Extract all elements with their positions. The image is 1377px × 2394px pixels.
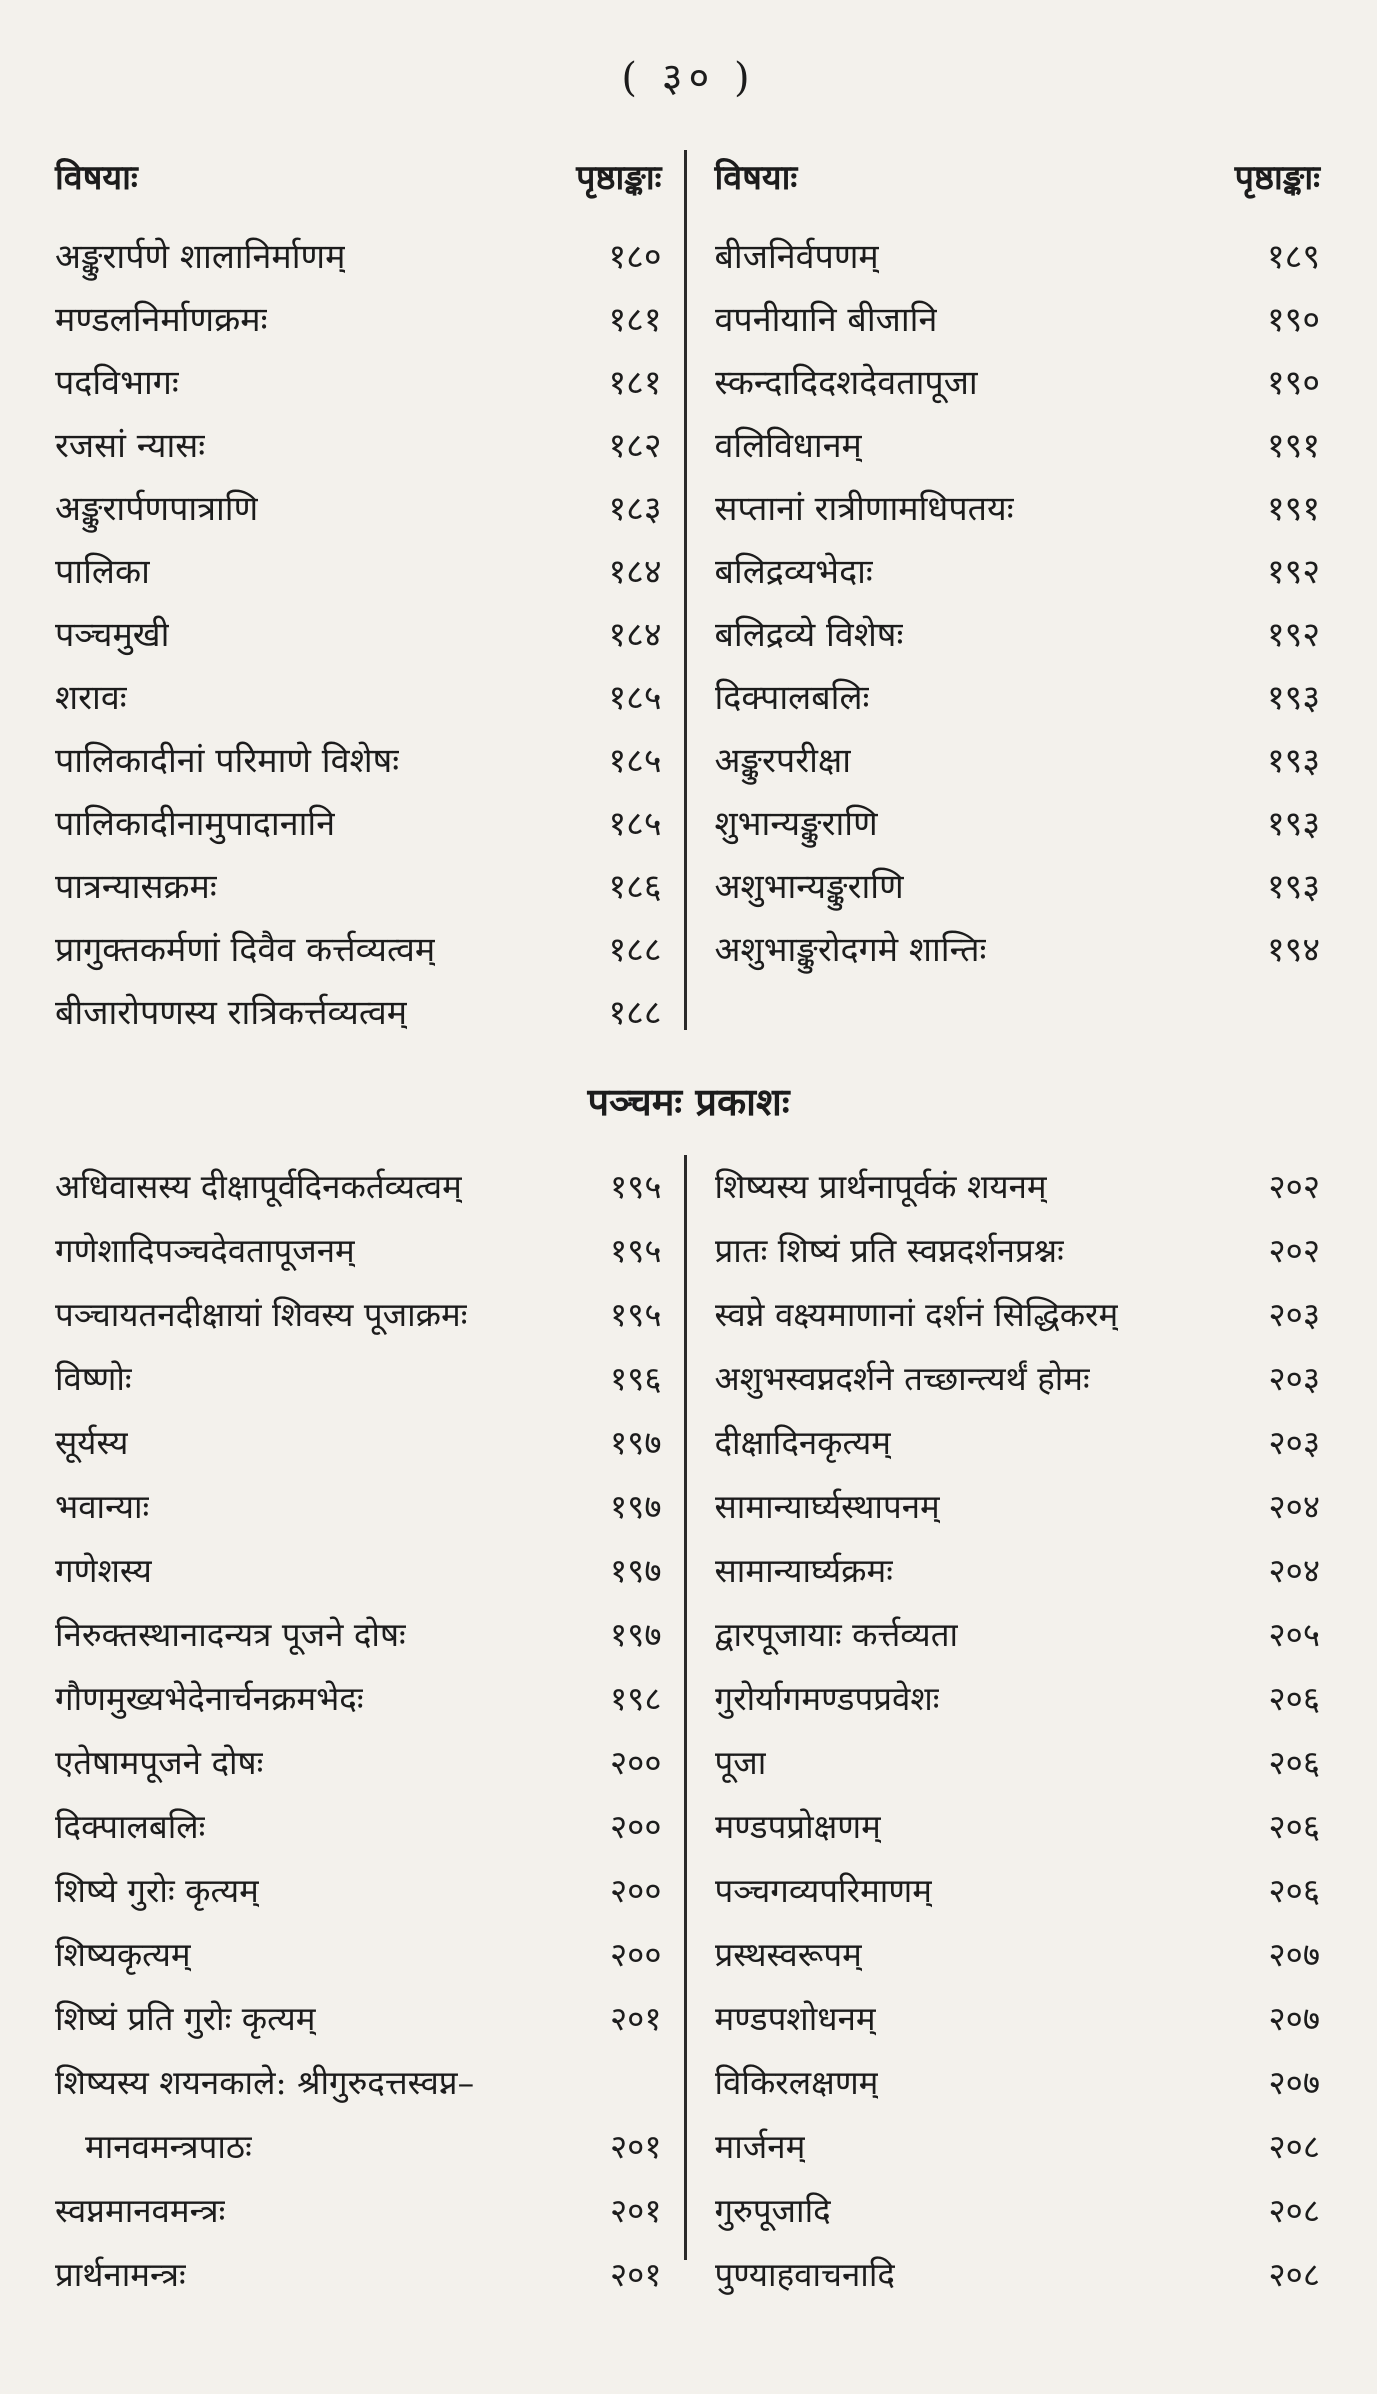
contents-entry	[715, 1155, 1321, 1219]
entry-topic: दिक्पालबलिः	[714, 678, 870, 718]
contents-entry	[715, 919, 1321, 982]
contents-left-column	[55, 1155, 684, 2307]
column-header	[55, 150, 662, 206]
entry-page-number: १९०	[1266, 363, 1320, 403]
entry-page-number: २०२	[1268, 1231, 1320, 1270]
entry-topic: निरुक्तस्थानादन्यत्र पूजने दोषः	[55, 1615, 406, 1654]
contents-entry	[55, 1539, 662, 1603]
entry-page-number: १८३	[608, 489, 662, 529]
entry-topic: पञ्चायतनदीक्षायां शिवस्य पूजाक्रमः	[55, 1295, 468, 1334]
entry-page-number: २०३	[1268, 1295, 1320, 1334]
entry-page-number: २०४	[1268, 1551, 1320, 1590]
entry-topic: स्कन्दादिदशदेवतापूजा	[714, 363, 978, 403]
entry-topic: गुरुपूजादि	[714, 2191, 831, 2230]
entry-page-number: १९७	[610, 1487, 662, 1526]
entry-page-number: २००	[610, 1807, 662, 1846]
entry-topic: रजसां न्यासः	[55, 426, 206, 466]
entry-topic: शुभान्यङ्कुराणि	[714, 804, 878, 844]
contents-entry	[715, 793, 1321, 856]
entry-page-number: १८०	[608, 237, 662, 277]
entry-topic: अङ्कुरपरीक्षा	[714, 741, 852, 781]
entry-topic: अधिवासस्य दीक्षापूर्वदिनकर्तव्यत्वम्	[55, 1167, 462, 1206]
entry-page-number: २०१	[610, 2255, 662, 2294]
entry-page-number: २०५	[1268, 1615, 1320, 1654]
entry-topic: वलिविधानम्	[714, 426, 862, 466]
contents-entry	[715, 289, 1321, 352]
entry-topic: गणेशस्य	[55, 1551, 152, 1590]
entry-page-number: १८४	[608, 552, 662, 592]
contents-entry	[55, 478, 662, 541]
contents-entry	[55, 604, 662, 667]
entry-page-number: १९२	[1266, 615, 1320, 655]
entry-page-number: २०६	[1268, 1743, 1320, 1782]
entry-topic: मण्डपशोधनम्	[714, 1999, 876, 2038]
contents-entry	[715, 1731, 1321, 1795]
contents-right-column	[687, 150, 1321, 1045]
entry-page-number: २०८	[1268, 2127, 1320, 2166]
entry-page-number: १९३	[1266, 741, 1320, 781]
entry-topic: प्रातः शिष्यं प्रति स्वप्नदर्शनप्रश्नः	[714, 1231, 1064, 1270]
entry-page-number: १८१	[608, 363, 662, 403]
contents-entry	[715, 856, 1321, 919]
entry-topic: पूजा	[714, 1743, 767, 1782]
entry-topic: अशुभस्वप्नदर्शने तच्छान्त्यर्थं होमः	[714, 1359, 1090, 1398]
entry-page-number: २०७	[1268, 1935, 1320, 1974]
entry-topic: प्रस्थस्वरूपम्	[714, 1935, 862, 1974]
contents-entry	[55, 1475, 662, 1539]
entry-topic: भवान्याः	[55, 1487, 150, 1526]
entry-topic: प्रागुक्तकर्मणां दिवैव कर्त्तव्यत्वम्	[55, 930, 436, 970]
contents-entry	[715, 541, 1321, 604]
entry-page-number: २००	[610, 1743, 662, 1782]
entry-page-number: १९८	[610, 1679, 662, 1718]
entry-topic: बीजनिर्वपणम्	[714, 237, 879, 277]
entry-page-number: १८२	[608, 426, 662, 466]
contents-section-1	[55, 150, 1320, 1045]
contents-entry	[55, 1411, 662, 1475]
entry-topic: मण्डपप्रोक्षणम्	[714, 1807, 881, 1846]
contents-entry	[715, 2243, 1321, 2307]
topic-header: विषयाः	[714, 158, 798, 198]
entry-topic: शिष्यं प्रति गुरोः कृत्यम्	[55, 1999, 316, 2038]
entry-page-number: १८४	[608, 615, 662, 655]
contents-entry	[55, 2051, 662, 2115]
contents-entry	[715, 1795, 1321, 1859]
entry-topic: गणेशादिपञ्चदेवतापूजनम्	[55, 1231, 355, 1270]
entry-page-number: १८५	[608, 678, 662, 718]
contents-entry	[55, 2179, 662, 2243]
entry-topic: पुण्याहवाचनादि	[714, 2255, 895, 2294]
contents-entry	[715, 1283, 1321, 1347]
entry-topic: स्वप्ने वक्ष्यमाणानां दर्शनं सिद्धिकरम्	[714, 1295, 1119, 1334]
entry-page-number: १९२	[1266, 552, 1320, 592]
section-heading: पञ्चमः प्रकाशः	[587, 1079, 790, 1124]
contents-entry	[55, 1859, 662, 1923]
entry-topic: सामान्यार्घ्यक्रमः	[714, 1551, 893, 1590]
entry-topic: द्वारपूजायाः कर्त्तव्यता	[714, 1615, 959, 1654]
entry-page-number: १९३	[1266, 867, 1320, 907]
entry-topic: पालिकादीनामुपादानानि	[55, 804, 336, 844]
entry-topic: गौणमुख्यभेदेनार्चनक्रमभेदः	[55, 1679, 364, 1718]
contents-entry	[55, 289, 662, 352]
entry-page-number: २००	[610, 1871, 662, 1910]
entry-page-number: १९५	[610, 1295, 662, 1334]
contents-entry	[55, 1603, 662, 1667]
contents-entry	[715, 1219, 1321, 1283]
entry-topic: मानवमन्त्रपाठः	[85, 2127, 252, 2166]
entry-page-number: १८५	[608, 804, 662, 844]
entry-page-number: १८९	[1266, 237, 1320, 277]
entry-topic: दिक्पालबलिः	[55, 1807, 206, 1846]
contents-entry	[715, 604, 1321, 667]
entry-page-number: २०३	[1268, 1359, 1320, 1398]
entry-page-number: २०१	[610, 2191, 662, 2230]
contents-entry	[55, 919, 662, 982]
contents-entry	[55, 1667, 662, 1731]
entry-page-number: २०७	[1268, 1999, 1320, 2038]
contents-entry	[55, 541, 662, 604]
entry-topic: शिष्यस्य प्रार्थनापूर्वकं शयनम्	[714, 1167, 1047, 1206]
contents-entry	[715, 1603, 1321, 1667]
entry-topic: शिष्ये गुरोः कृत्यम्	[55, 1871, 259, 1910]
contents-entry	[715, 667, 1321, 730]
entry-page-number: १९७	[610, 1551, 662, 1590]
entry-page-number: १८८	[608, 993, 662, 1033]
entry-topic: मण्डलनिर्माणक्रमः	[55, 300, 268, 340]
contents-entry	[55, 1795, 662, 1859]
entry-topic: विष्णोः	[55, 1359, 132, 1398]
contents-entry	[55, 1347, 662, 1411]
entry-topic: पञ्चगव्यपरिमाणम्	[714, 1871, 932, 1910]
contents-entry	[55, 793, 662, 856]
contents-entry	[715, 2115, 1321, 2179]
contents-right-column	[687, 1155, 1321, 2307]
entry-topic: बलिद्रव्यभेदाः	[714, 552, 873, 592]
entry-topic: बीजारोपणस्य रात्रिकर्त्तव्यत्वम्	[55, 993, 408, 1033]
contents-entry	[55, 1923, 662, 1987]
contents-entry	[715, 2051, 1321, 2115]
contents-entry	[55, 226, 662, 289]
contents-entry	[55, 667, 662, 730]
entry-topic: सामान्यार्घ्यस्थापनम्	[714, 1487, 940, 1526]
contents-section-2	[55, 1155, 1320, 2307]
entry-page-number: १९५	[610, 1167, 662, 1206]
contents-entry	[55, 1731, 662, 1795]
contents-entry	[715, 352, 1321, 415]
entry-topic: एतेषामपूजने दोषः	[55, 1743, 264, 1782]
entry-topic: शरावः	[55, 678, 127, 718]
entry-page-number: २००	[610, 1935, 662, 1974]
contents-entry	[715, 1987, 1321, 2051]
contents-entry	[715, 478, 1321, 541]
contents-entry	[55, 415, 662, 478]
entry-topic: विकिरलक्षणम्	[714, 2063, 879, 2102]
contents-entry	[715, 1347, 1321, 1411]
entry-page-number: १९४	[1266, 930, 1320, 970]
entry-topic: पालिकादीनां परिमाणे विशेषः	[55, 741, 400, 781]
entry-page-number: २०३	[1268, 1423, 1320, 1462]
contents-entry	[55, 1283, 662, 1347]
entry-page-number: १९७	[610, 1423, 662, 1462]
entry-page-number: २०४	[1268, 1487, 1320, 1526]
entry-page-number: १९३	[1266, 678, 1320, 718]
entry-topic: शिष्यकृत्यम्	[55, 1935, 191, 1974]
contents-entry	[55, 982, 662, 1045]
entry-page-number: १९१	[1266, 426, 1320, 466]
entry-page-number: १९१	[1266, 489, 1320, 529]
contents-entry	[715, 730, 1321, 793]
entry-topic: सप्तानां रात्रीणामधिपतयः	[714, 489, 1014, 529]
entry-topic: अङ्कुरार्पणपात्राणि	[55, 489, 259, 529]
contents-entry	[715, 226, 1321, 289]
page-header: पृष्ठाङ्काः	[1234, 158, 1320, 198]
contents-entry	[55, 856, 662, 919]
entry-topic: वपनीयानि बीजानि	[714, 300, 938, 340]
entry-topic: पात्रन्यासक्रमः	[55, 867, 217, 907]
entry-topic: शिष्यस्य शयनकाले: श्रीगुरुदत्तस्वप्न–	[55, 2063, 475, 2102]
contents-entry	[55, 730, 662, 793]
entry-page-number: २०८	[1268, 2191, 1320, 2230]
contents-entry	[715, 1859, 1321, 1923]
page-header: पृष्ठाङ्काः	[576, 158, 662, 198]
entry-topic: पञ्चमुखी	[55, 615, 170, 655]
entry-page-number: १८८	[608, 930, 662, 970]
entry-page-number: २०१	[610, 1999, 662, 2038]
entry-page-number: २०६	[1268, 1871, 1320, 1910]
page-number: ( ३० )	[621, 55, 756, 101]
entry-topic: अङ्कुरार्पणे शालानिर्माणम्	[55, 237, 346, 277]
contents-entry	[55, 1219, 662, 1283]
entry-topic: सूर्यस्य	[55, 1423, 129, 1462]
entry-page-number: २०६	[1268, 1807, 1320, 1846]
entry-page-number: १९३	[1266, 804, 1320, 844]
contents-entry	[715, 1411, 1321, 1475]
entry-topic: अशुभाङ्कुरोदगमे शान्तिः	[714, 930, 987, 970]
entry-page-number: २०७	[1268, 2063, 1320, 2102]
entry-topic: पदविभागः	[55, 363, 179, 403]
contents-entry	[715, 1475, 1321, 1539]
entry-topic: दीक्षादिनकृत्यम्	[714, 1423, 891, 1462]
contents-entry	[715, 1923, 1321, 1987]
entry-page-number: १८१	[608, 300, 662, 340]
column-header	[715, 150, 1321, 206]
entry-topic: स्वप्नमानवमन्त्रः	[55, 2191, 226, 2230]
contents-left-column	[55, 150, 684, 1045]
contents-entry	[55, 1155, 662, 1219]
entry-topic: अशुभान्यङ्कुराणि	[714, 867, 904, 907]
entry-page-number: १९६	[610, 1359, 662, 1398]
entry-page-number: २०८	[1268, 2255, 1320, 2294]
contents-entry	[55, 352, 662, 415]
entry-topic: गुरोर्यागमण्डपप्रवेशः	[714, 1679, 940, 1718]
contents-entry	[715, 1539, 1321, 1603]
entry-topic: प्रार्थनामन्त्रः	[55, 2255, 186, 2294]
topic-header: विषयाः	[55, 158, 138, 198]
contents-entry	[55, 1987, 662, 2051]
entry-page-number: १९०	[1266, 300, 1320, 340]
entry-page-number: २०१	[610, 2127, 662, 2166]
contents-entry	[715, 1667, 1321, 1731]
contents-entry	[55, 2243, 662, 2307]
entry-page-number: १८६	[608, 867, 662, 907]
entry-page-number: २०६	[1268, 1679, 1320, 1718]
contents-entry	[715, 2179, 1321, 2243]
entry-page-number: २०२	[1268, 1167, 1320, 1206]
contents-entry	[55, 2115, 662, 2179]
entry-page-number: १८५	[608, 741, 662, 781]
entry-topic: पालिका	[55, 552, 150, 592]
contents-entry	[715, 415, 1321, 478]
entry-page-number: १९७	[610, 1615, 662, 1654]
entry-topic: बलिद्रव्ये विशेषः	[714, 615, 904, 655]
entry-page-number: १९५	[610, 1231, 662, 1270]
entry-topic: मार्जनम्	[714, 2127, 806, 2166]
